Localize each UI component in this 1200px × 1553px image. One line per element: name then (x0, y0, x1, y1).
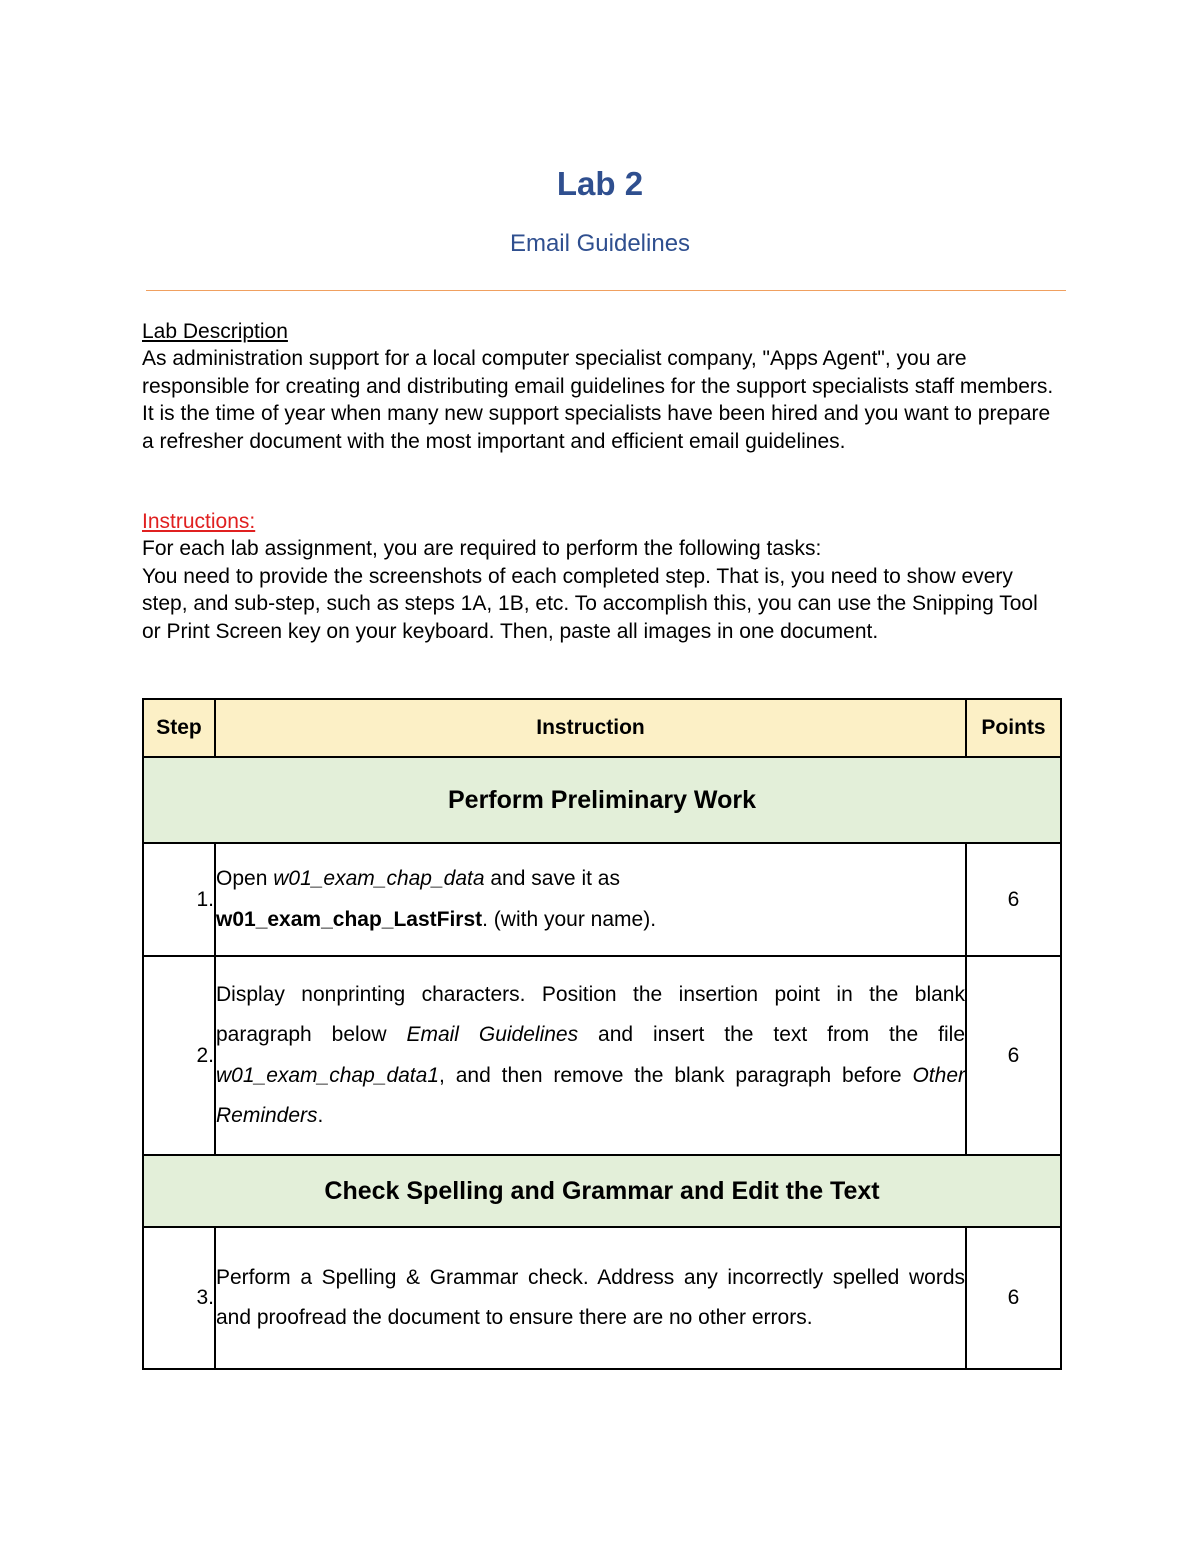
lab-description-section (142, 318, 1062, 455)
instructions-heading: Instructions: (142, 510, 256, 533)
page-subtitle: Email Guidelines (509, 230, 691, 257)
instructions-line-1: For each lab assignment, you are required to perform the following tasks: (142, 537, 822, 561)
instruction-text: Open (216, 867, 274, 890)
column-header-step: Step (143, 699, 215, 757)
instruction-text: . (with your name). (482, 907, 657, 931)
instruction-text: Display nonprinting characters. Position the insertion point in the blank paragraph below (216, 982, 965, 1046)
instruction-text: . (317, 1104, 324, 1127)
section-title-spelling: Check Spelling and Grammar and Edit the Text (143, 1155, 1061, 1227)
section-row (143, 1155, 1061, 1227)
instruction-text: and insert the text from the file (578, 1023, 965, 1046)
step-instruction (215, 956, 966, 1155)
table-row (143, 843, 1061, 956)
instruction-text: , and then remove the blank paragraph before (439, 1063, 913, 1087)
lab-steps-table (142, 698, 1062, 1370)
step-number: 2. (143, 956, 215, 1155)
instruction-filename: w01_exam_chap_data1 (216, 1063, 440, 1087)
step-number: 1. (143, 843, 215, 956)
section-row (143, 757, 1061, 843)
instruction-filename: w01_exam_chap_data (273, 867, 485, 890)
section-title-preliminary: Perform Preliminary Work (143, 757, 1061, 843)
step-number: 3. (143, 1227, 215, 1369)
instruction-heading-ref: Email Guidelines (406, 1023, 579, 1046)
column-header-points: Points (966, 699, 1061, 757)
lab-description-text: As administration support for a local computer specialist company, "Apps Agent", you are responsible for creating and distributing email guidelines for the support specialists staff members. It is the time of year when many new support specialists have been hired and you want to prepare a refresher document with the most important and efficient email guidelines. (142, 347, 1054, 453)
instruction-save-name: w01_exam_chap_LastFirst (216, 907, 483, 931)
instruction-heading-ref: Other Reminders (216, 1063, 965, 1127)
column-header-instruction: Instruction (215, 699, 966, 757)
lab-description-heading: Lab Description (142, 320, 288, 343)
step-instruction: Perform a Spelling & Grammar check. Address any incorrectly spelled words and proofread the document to ensure there are no other errors. (215, 1227, 966, 1369)
table-row (143, 956, 1061, 1155)
table-header-row (143, 699, 1061, 757)
step-points: 6 (966, 843, 1061, 956)
step-points: 6 (966, 1227, 1061, 1369)
title-divider (146, 290, 1066, 291)
instruction-text: and save it as (484, 867, 620, 890)
step-instruction (215, 843, 966, 956)
instructions-line-2: You need to provide the screenshots of each completed step. That is, you need to show every step, and sub-step, such as steps 1A, 1B, etc. To accomplish this, you can use the Snipping Tool or Print Screen key on your keyboard. Then, paste all images in one document. (142, 564, 1038, 643)
step-points: 6 (966, 956, 1061, 1155)
table-row (143, 1227, 1061, 1369)
instructions-section (142, 508, 1062, 645)
page-title: Lab 2 (556, 165, 644, 202)
